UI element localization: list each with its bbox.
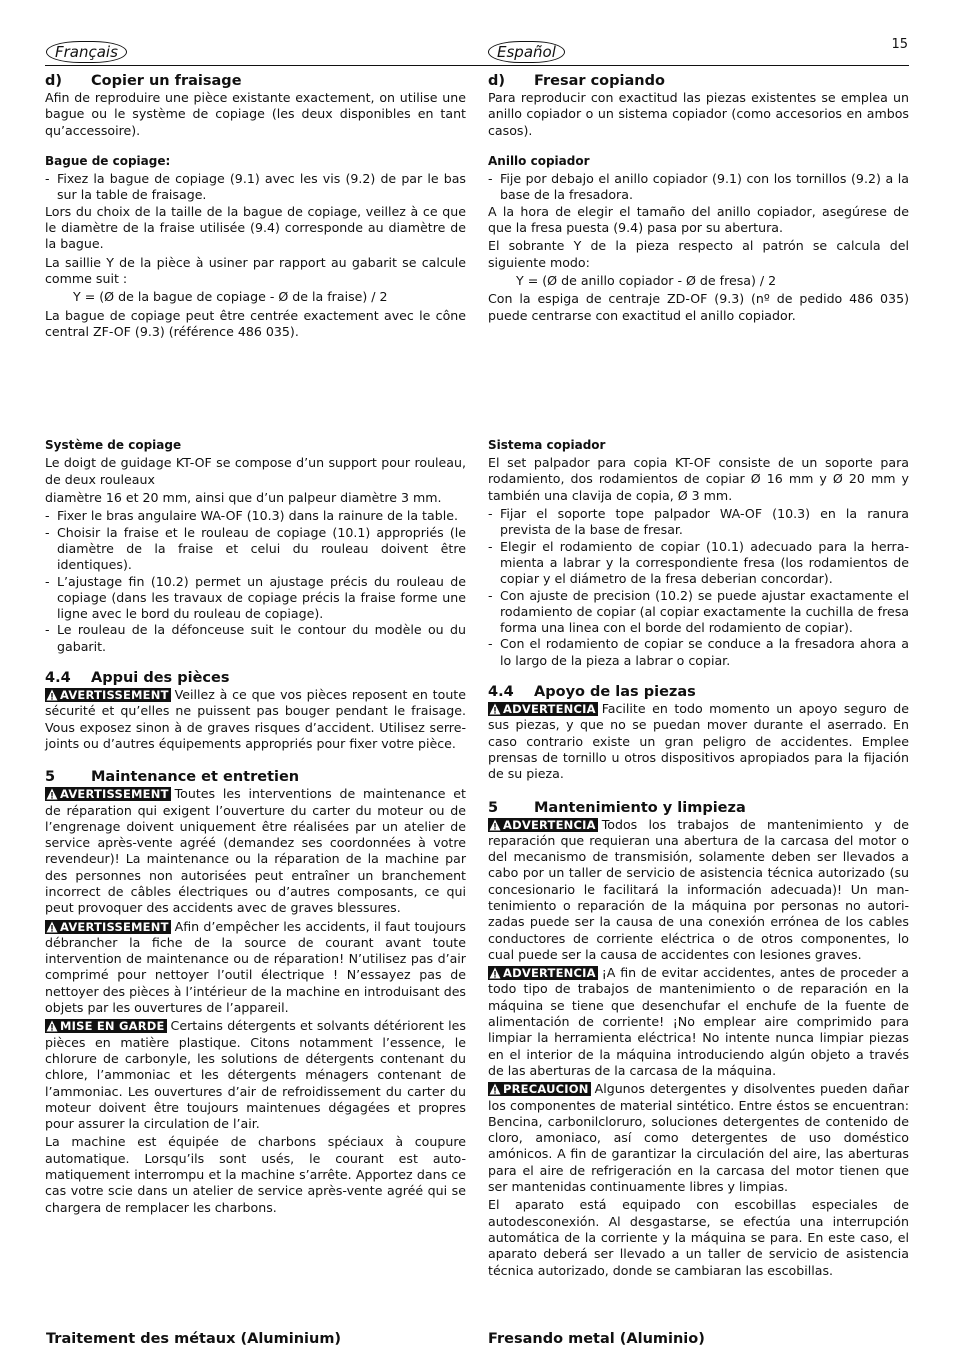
list-item: - Choisir la fraise et le rouleau de copiage (10.1) appropriés (le diamètre de la fraise et celui du rouleau doivent être identiques). <box>45 524 466 573</box>
section-title: Apoyo de las piezas <box>534 684 696 701</box>
warning-icon <box>489 967 501 979</box>
warning-paragraph: AVERTISSEMENT Afin d’empêcher les accidents, il faut toujours débrancher la fiche de la source de courant avant toute intervention de maintenance ou de réparation! N’utilisez pas d’air comprimé pour nettoyer l’outil électrique ! N’essayez pas de nettoyer des pièces à l’intérieur de la machine en introduisant des objets par les ouvertures de l’appareil. <box>45 918 466 1016</box>
section-title: Fresar copiando <box>534 73 665 89</box>
warning-badge: ADVERTENCIA <box>488 818 598 832</box>
warning-icon <box>46 689 58 701</box>
list-item: - Fije por debajo el anillo copiador (9.1) con los tornillos (9.2) a la base de la fresadora. <box>488 171 909 203</box>
language-badge-french: Français <box>46 41 127 63</box>
list-item: - Fixer le bras angulaire WA-OF (10.3) dans la rainure de la table. <box>45 508 458 524</box>
warning-icon <box>46 1020 58 1032</box>
section-number: 5 <box>488 799 499 816</box>
subheading: Bague de copiage: <box>45 153 171 168</box>
bottom-heading-spanish: Fresando metal (Aluminio) <box>488 1331 705 1347</box>
paragraph: Con la espiga de centraje ZD-OF (9.3) (nº de pedido 486 035) puede centrarse con exactitud el anillo copiador. <box>488 291 909 323</box>
paragraph: La machine est équipée de charbons spéciaux à coupure automatique. Lorsqu’ils sont usés, le courant est auto-matiquement interrompu et la machine s’arrête. Apportez dans ce cas votre scie dans un atelier de service après-vente agréé qui se chargera de remplacer les charbons. <box>45 1134 466 1215</box>
warning-paragraph: ADVERTENCIA Todos los trabajos de mantenimiento y de reparación que requieran una abertura de la carcasa del motor o del mecanismo de transmisión, solamente deben ser llevados a cabo por un taller de servicio de asistencia técnica autorizado (su concesionario le facilitará la información adecuada)! Un man-tenimiento o reparación de la máquina por personas no autori-zadas puede ser la causa de una conexión errónea de los cables conductores de corriente eléctrica o de otros componentes, lo cual puede ser la causa de accidentes con lesiones graves. <box>488 816 909 962</box>
caution-badge: PRECAUCION <box>488 1082 591 1096</box>
section-number: d) <box>45 73 63 89</box>
warning-paragraph: AVERTISSEMENT Toutes les interventions de maintenance et de réparation qui exigent l’ouverture du carter du moteur ou de l’engrenage doivent uniquement être réalisées par un atelier de service après-vente agréé (demandez ses coordonnées à votre revendeur)! La maintenance ou la réparation de la machine par des personnes non autorisées peut entraîner un branchement incorrect de câbles électriques ou d’autres composants, ce qui peut provoquer des accidents avec de graves blessures. <box>45 786 466 916</box>
section-number: 4.4 <box>45 670 71 687</box>
warning-badge: AVERTISSEMENT <box>45 920 171 934</box>
section-heading <box>45 669 466 687</box>
warning-icon <box>489 703 501 715</box>
subheading: Sistema copiador <box>488 437 606 452</box>
formula: Y = (Ø de la bague de copiage - Ø de la fraise) / 2 <box>73 289 388 305</box>
list-item: - Fixez la bague de copiage (9.1) avec les vis (9.2) de par le bas sur la table de fraisage. <box>45 171 466 203</box>
paragraph: Afin de reproduire une pièce existante exactement, on utilise une bague ou le système de copiage (les deux disponibles en tant qu’accessoire). <box>45 90 466 138</box>
paragraph: Lors du choix de la taille de la bague de copiage, veillez à ce que le diamètre de la fraise utilisée (9.4) corresponde au diamètre de la bague. <box>45 203 466 252</box>
list-item: - Con ajuste de precision (10.2) se puede ajustar exactamente el rodamiento de copiar (al copiar exactamente la cuchilla de fresa forma una linea con el borde del rodamiento de copiar). <box>488 587 909 636</box>
formula: Y = (Ø de anillo copiador - Ø de fresa) / 2 <box>516 272 777 288</box>
bottom-heading-french: Traitement des métaux (Aluminium) <box>46 1331 342 1347</box>
paragraph: Para reproducir con exactitud las piezas existentes se emplea un anillo copiador o un sistema copiador (como accesorios en ambos casos). <box>488 90 909 138</box>
section-title: Appui des pièces <box>91 670 230 687</box>
list-item: - Con el rodamiento de copiar se conduce a la fresadora ahora a lo largo de la pieza a labrar o copiar. <box>488 636 909 668</box>
paragraph: diamètre 16 et 20 mm, ainsi que d’un palpeur diamètre 3 mm. <box>45 490 442 506</box>
section-heading <box>45 768 466 786</box>
warning-paragraph: ADVERTENCIA Facilite en todo momento un apoyo seguro de sus piezas, y que no se puedan mover durante el aserrado. En caso contrario existe un gran peligro de accidentes. Emplee prensas de tornillo u otros dispositivos apropiados para la fijación de su pieza. <box>488 701 909 782</box>
warning-badge: AVERTISSEMENT <box>45 787 171 801</box>
list-item: - Le rouleau de la défonceuse suit le contour du modèle ou du gabarit. <box>45 622 466 654</box>
warning-paragraph: ADVERTENCIA ¡A fin de evitar accidentes, antes de proceder a todo tipo de trabajos de mantenimiento o de reparación en la máquina se tiene que desenchufar el enchufe de la fuente de alimentación de corriente! ¡No emplear aire comprimido para limpiar la herramienta eléctrica! No intente nunca limpiar piezas en el interior de la máquina introduciendo algún objeto a través de las aberturas de la carcasa de la máquina. <box>488 965 909 1078</box>
section-heading <box>45 72 466 90</box>
caution-badge: MISE EN GARDE <box>45 1019 167 1033</box>
section-title: Mantenimiento y limpieza <box>534 799 746 816</box>
paragraph: El sobrante Y de la pieza respecto al patrón se calcula del siguiente modo: <box>488 238 909 270</box>
section-heading <box>488 799 909 817</box>
list-item: - L’ajustage fin (10.2) permet un ajustage précis du rouleau de copiage (dans les travaux de copiage précis la fraise forme une ligne avec le bord du rouleau de copiage). <box>45 573 466 622</box>
language-badge-spanish: Español <box>488 41 565 63</box>
page-number: 15 <box>891 37 908 52</box>
spanish-column <box>488 70 909 1281</box>
french-column <box>45 70 466 1218</box>
paragraph: La bague de copiage peut être centrée exactement avec le cône central ZF-OF (9.3) (référence 486 035). <box>45 307 466 339</box>
warning-paragraph: AVERTISSEMENT Veillez à ce que vos pièces reposent en toute sécurité et qu’elles ne puissent pas bouger pendant le fraisage. Vous exposez sinon à de graves risques d’accident. Utilisez serre-joints ou d’autres équipements appropriés pour fixer votre pièce. <box>45 687 466 751</box>
subheading: Système de copiage <box>45 438 182 453</box>
warning-icon <box>489 1083 501 1095</box>
header-rule <box>45 65 909 66</box>
warning-icon <box>46 788 58 800</box>
section-number: d) <box>488 73 506 89</box>
section-title: Maintenance et entretien <box>91 769 300 786</box>
warning-badge: ADVERTENCIA <box>488 966 598 980</box>
section-title: Copier un fraisage <box>91 73 242 89</box>
paragraph: La saillie Y de la pièce à usiner par rapport au gabarit se calcule comme suit : <box>45 254 466 286</box>
caution-paragraph: PRECAUCION Algunos detergentes y disolventes pueden dañar los componentes de material sintético. Entre éstos se encuentran: Bencina, carbonilcloruro, soluciones detergentes de contenido de cloro, amoniaco, así como detergentes de uso doméstico amónicos. A fin de garantizar la circulación del aire, las aberturas para el aire de refrigeración en la carcasa del motor tienen que ser mantenidas continuamente libres y limpias. <box>488 1081 909 1195</box>
caution-paragraph: MISE EN GARDE Certains détergents et solvants détériorent les pièces en matière plastique. Citons notamment l’essence, le chlorure de carbonyle, les solutions de détergents contenant du chlore, l’ammoniac et les détergents ménagers contenant de l’ammoniac. Les ouvertures d’air de refroidissement du carter du moteur doivent être toujours maintenues dégagées et propres pour assurer la circulation de l’air. <box>45 1018 466 1132</box>
subheading: Anillo copiador <box>488 153 590 168</box>
list-item: - Fijar el soporte tope palpador WA-OF (10.3) en la ranura prevista de la base de fresar. <box>488 506 909 538</box>
paragraph: El set palpador para copia KT-OF consiste de un soporte para rodamiento, dos rodamientos de copiar Ø 16 mm y Ø 20 mm y también una clavija de copia, Ø 3 mm. <box>488 455 909 503</box>
list-item: - Elegir el rodamiento de copiar (10.1) adecuado para la herra-mienta a labrar y la correspondiente fresa (los rodamientos de copiar y el diámetro de la fresa deberian concordar). <box>488 538 909 587</box>
warning-icon <box>489 819 501 831</box>
section-heading <box>488 683 909 701</box>
section-number: 5 <box>45 769 56 786</box>
warning-icon <box>46 921 58 933</box>
warning-badge: ADVERTENCIA <box>488 702 598 716</box>
paragraph: El aparato está equipado con escobillas especiales de autodesconexión. Al desgastarse, se efectúa una interrupción automática de la corriente y la máquina se para. En este caso, el aparato deberá ser llevado a un taller de servicio de asistencia técnica autorizado, donde se cambiaran las escobillas. <box>488 1197 909 1278</box>
section-heading <box>488 72 909 90</box>
paragraph: Le doigt de guidage KT-OF se compose d’un support pour rouleau, de deux rouleaux <box>45 455 466 487</box>
warning-badge: AVERTISSEMENT <box>45 688 171 702</box>
section-number: 4.4 <box>488 684 514 701</box>
paragraph: A la hora de elegir el tamaño del anillo copiador, asegúrese de que la fresa puesta (9.4) pasa por su abertura. <box>488 203 909 236</box>
